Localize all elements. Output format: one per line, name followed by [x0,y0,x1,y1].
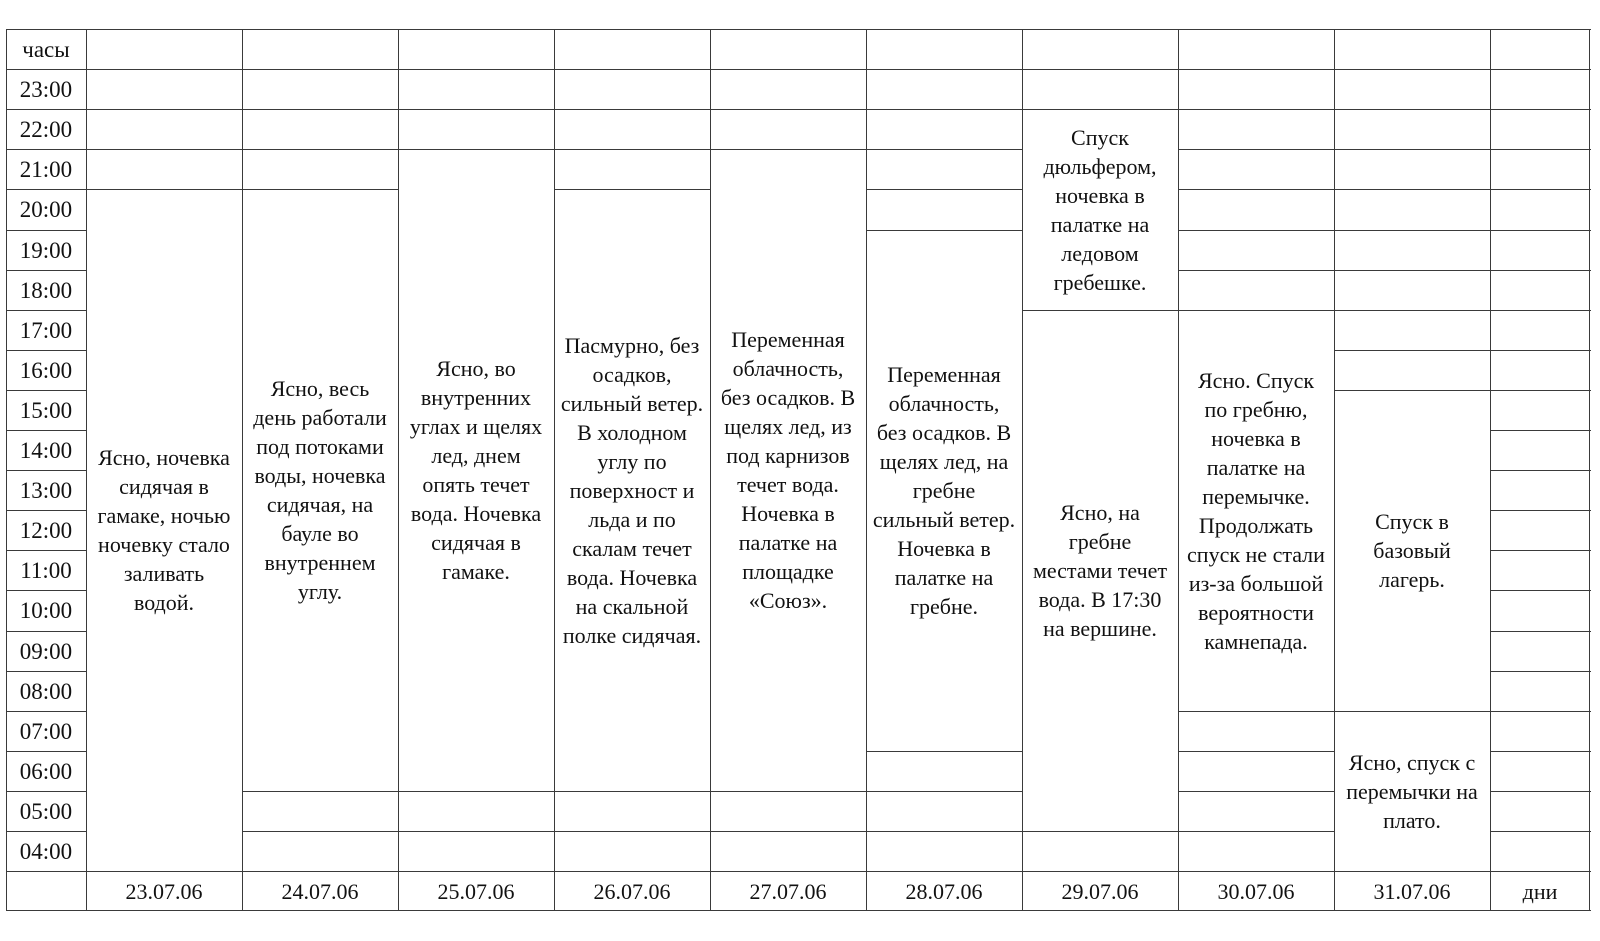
grid-hline [1490,791,1591,792]
grid-hline [398,109,555,110]
grid-vline [866,29,867,911]
weather-note: Ясно, во внутренних углах и щелях лед, днем опять течет вода. Ночевка сидячая в гамаке. [409,356,543,584]
grid-hline [866,831,1023,832]
grid-hline [554,791,711,792]
grid-hline [1490,671,1591,672]
grid-hline [866,69,1023,70]
grid-hline [1490,831,1591,832]
grid-hline [1178,109,1335,110]
grid-hline [242,149,399,150]
grid-vline [242,29,243,911]
grid-hline [1490,230,1591,231]
day-date-label: 30.07.06 [1217,878,1295,904]
hour-label: 04:00 [19,838,73,864]
grid-hline [1178,711,1335,712]
grid-hline [866,29,1023,30]
grid-hline [1178,29,1335,30]
weather-log-table [6,29,1590,933]
grid-hline [242,791,399,792]
grid-hline [1490,751,1591,752]
weather-note: Пасмурно, без осадков, сильный ветер. В холодном углу по поверхност и льда и по скалам течет вода. Ночевка на скальной полке сидячая. [560,332,704,648]
hour-label: 13:00 [19,477,73,503]
hour-label: 14:00 [19,437,73,463]
grid-hline [1334,69,1491,70]
grid-hline [1490,310,1591,311]
grid-hline [710,29,867,30]
day-date-label: 28.07.06 [905,878,983,904]
grid-hline [1334,29,1491,30]
grid-hline [1022,69,1179,70]
weather-note: Ясно, спуск с перемычки на плато. [1346,749,1478,833]
grid-hline [398,831,555,832]
grid-hline [86,69,243,70]
grid-hline [1022,29,1179,30]
grid-hline [1490,510,1591,511]
grid-hline [710,831,867,832]
grid-hline [1334,270,1491,271]
grid-vline [1022,29,1023,911]
hour-label: 17:00 [19,317,73,343]
grid-hline [866,751,1023,752]
grid-hline [1334,189,1491,190]
day-date-label: 31.07.06 [1373,878,1451,904]
weather-note: Ясно, ночевка сидячая в гамаке, ночью ночевку стало заливать водой. [97,445,231,615]
day-date-label: 24.07.06 [281,878,359,904]
hour-label: 21:00 [19,156,73,182]
grid-hline [1178,189,1335,190]
hour-label: 09:00 [19,638,73,664]
weather-note: Переменная облачность, без осадков. В щелях лед, из под карнизов течет вода. Ночевка в палатке на площадке «Союз». [720,327,856,613]
grid-vline [1178,29,1179,911]
hour-label: 20:00 [19,197,73,222]
hour-label: 11:00 [20,557,72,583]
hour-label: 19:00 [19,237,73,263]
grid-hline [1178,831,1335,832]
day-date-label: 26.07.06 [593,878,671,904]
grid-hline [1490,189,1591,190]
grid-hline [1178,230,1335,231]
grid-hline [398,69,555,70]
grid-hline [1490,550,1591,551]
grid-hline [1490,270,1591,271]
grid-hline [866,149,1023,150]
weather-note: Ясно, на гребне местами течет вода. В 17:30 на вершине. [1032,500,1168,641]
grid-hline [398,29,555,30]
hour-label: 06:00 [19,758,73,784]
grid-hline [1178,751,1335,752]
grid-hline [1490,69,1591,70]
grid-hline [554,149,711,150]
hour-label: 08:00 [19,678,73,704]
grid-hline [242,109,399,110]
hour-label: 23:00 [19,76,73,102]
hour-label: 10:00 [19,598,73,623]
grid-hline [1490,711,1591,712]
grid-vline [554,29,555,911]
grid-hline [86,109,243,110]
hour-label: 12:00 [19,517,73,543]
grid-hline [86,29,243,30]
grid-hline [1490,350,1591,351]
grid-hline [1490,149,1591,150]
grid-hline [242,69,399,70]
grid-hline [866,791,1023,792]
hour-label: 22:00 [19,116,73,142]
grid-hline [1490,29,1591,30]
grid-hline [554,69,711,70]
grid-hline [1490,470,1591,471]
grid-hline [242,29,399,30]
grid-hline [554,831,711,832]
weather-note: Спуск в базовый лагерь. [1373,509,1451,592]
hour-label: 16:00 [19,357,73,383]
grid-hline [866,189,1023,190]
day-date-label: 23.07.06 [125,878,203,904]
hour-label: 18:00 [19,277,73,303]
grid-hline [86,149,243,150]
grid-vline [398,29,399,911]
days-footer-label: дни [1522,878,1558,904]
grid-hline [1334,310,1491,311]
grid-vline [1334,29,1335,911]
grid-hline [710,69,867,70]
weather-note: Переменная облачность, без осадков. В щелях лед, на гребне сильный ветер. Ночевка в палатке на гребне. [872,362,1016,619]
grid-hline [710,109,867,110]
grid-hline [398,791,555,792]
weather-note: Спуск дюльфером, ночевка в палатке на ледовом гребешке. [1043,124,1157,295]
grid-vline [710,29,711,911]
day-date-label: 29.07.06 [1061,878,1139,904]
grid-hline [1490,430,1591,431]
grid-hline [1490,590,1591,591]
weather-note: Ясно, весь день работали под потоками воды, ночевка сидячая, на бауле во внутреннем углу. [253,376,387,604]
grid-hline [1178,149,1335,150]
grid-hline [1490,631,1591,632]
grid-hline [710,791,867,792]
grid-hline [1490,109,1591,110]
grid-hline [1334,230,1491,231]
grid-hline [1334,149,1491,150]
hours-header-label: часы [22,36,70,62]
hour-label: 15:00 [19,397,73,423]
weather-note: Ясно. Спуск по гребню, ночевка в палатке на перемычке. Продолжать спуск не стали из-за большой вероятности камнепада. [1187,367,1325,654]
grid-hline [866,109,1023,110]
day-date-label: 27.07.06 [749,878,827,904]
grid-hline [554,29,711,30]
grid-hline [6,910,87,911]
grid-hline [1178,270,1335,271]
grid-hline [1022,831,1179,832]
grid-hline [554,109,711,110]
grid-hline [1334,109,1491,110]
grid-hline [1178,69,1335,70]
grid-hline [242,831,399,832]
grid-hline [1490,390,1591,391]
grid-hline [6,871,87,872]
hour-label: 07:00 [19,718,73,744]
day-date-label: 25.07.06 [437,878,515,904]
grid-hline [1178,791,1335,792]
hour-label: 05:00 [19,798,73,824]
grid-hline [1334,350,1491,351]
